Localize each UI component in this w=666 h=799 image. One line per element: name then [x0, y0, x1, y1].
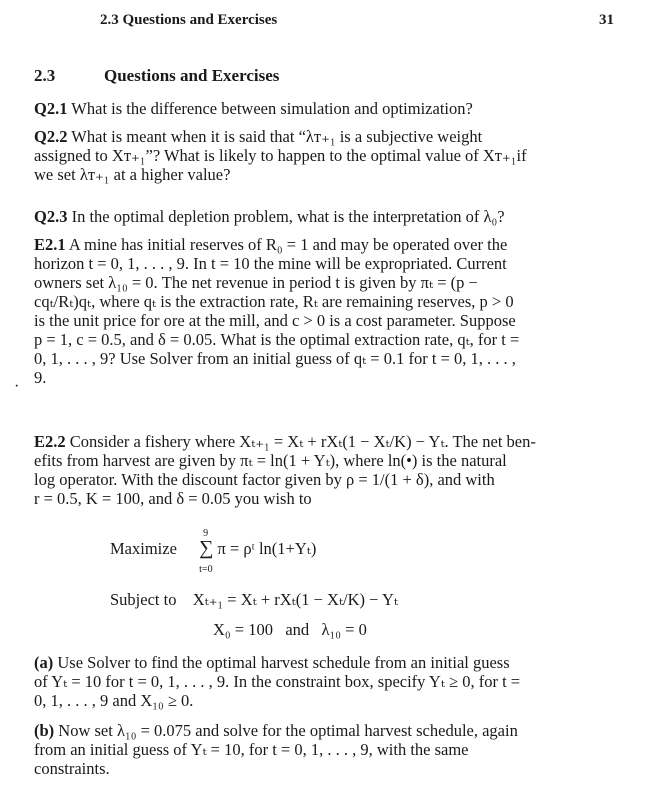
maximize-label: Maximize	[110, 539, 177, 558]
exercise-e2-2	[34, 432, 612, 508]
section-heading	[34, 66, 279, 86]
question-text-line: What is meant when it is said that “λᴛ₊₁ is a subjective weight	[71, 127, 483, 146]
section-number: 2.3	[34, 66, 56, 85]
question-text: What is the difference between simulation and optimization?	[71, 99, 473, 118]
exercise-text-line: log operator. With the discount factor given by ρ = 1/(1 + δ), and with	[34, 470, 495, 489]
exercise-e2-1	[34, 235, 612, 387]
objective-row	[110, 528, 317, 575]
exercise-label: E2.1	[34, 235, 66, 254]
part-text-line: constraints.	[34, 759, 110, 778]
part-text-line: of Yₜ = 10 for t = 0, 1, . . . , 9. In the constraint box, specify Yₜ ≥ 0, for t =	[34, 672, 521, 691]
exercise-text-line: A mine has initial reserves of R₀ = 1 and may be operated over the	[68, 235, 508, 254]
exercise-label: E2.2	[34, 432, 66, 451]
part-a	[34, 653, 612, 710]
part-label: (b)	[34, 721, 55, 740]
running-head: 2.3 Questions and Exercises	[100, 12, 278, 28]
question-label: Q2.2	[34, 127, 68, 146]
constraint-equation: X₀ = 100 and λ₁₀ = 0	[213, 620, 367, 639]
part-text-line: Now set λ₁₀ = 0.075 and solve for the optimal harvest schedule, again	[58, 721, 518, 740]
question-label: Q2.1	[34, 99, 68, 118]
exercise-text-line: p = 1, c = 0.5, and δ = 0.05. What is the optimal extraction rate, qₜ, for t =	[34, 330, 520, 349]
summation-lower-limit: t=0	[199, 564, 213, 575]
question-label: Q2.3	[34, 207, 68, 226]
part-text-line: from an initial guess of Yₜ = 10, for t = 0, 1, . . . , 9, with the same	[34, 740, 469, 759]
constraint-equation: Xₜ₊₁ = Xₜ + rXₜ(1 − Xₜ/K) − Yₜ	[192, 590, 398, 609]
summation-symbol: 9 ∑ t=0	[199, 538, 213, 559]
question-q2-2	[34, 127, 612, 184]
part-b	[34, 721, 612, 778]
section-title: Questions and Exercises	[104, 66, 280, 85]
constraint-row-2	[213, 620, 367, 640]
exercise-text-line: Consider a fishery where Xₜ₊₁ = Xₜ + rXₜ(1 − Xₜ/K) − Yₜ. The net ben-	[69, 432, 536, 451]
exercise-text-line: 0, 1, . . . , 9? Use Solver from an initial guess of qₜ = 0.1 for t = 0, 1, . . . ,	[34, 349, 516, 368]
page-number: 31	[599, 12, 614, 28]
summation-upper-limit: 9	[203, 528, 209, 539]
question-q2-3	[34, 207, 612, 226]
exercise-text-line: is the unit price for ore at the mill, and c > 0 is a cost parameter. Suppose	[34, 311, 516, 330]
part-label: (a)	[34, 653, 54, 672]
exercise-text-line: horizon t = 0, 1, . . . , 9. In t = 10 the mine will be expropriated. Current	[34, 254, 507, 273]
exercise-text-line: efits from harvest are given by πₜ = ln(1 + Yₜ), where ln(•) is the natural	[34, 451, 507, 470]
exercise-text-line: r = 0.5, K = 100, and δ = 0.05 you wish to	[34, 489, 312, 508]
exercise-text-line: owners set λ₁₀ = 0. The net revenue in period t is given by πₜ = (p −	[34, 273, 478, 292]
question-text: In the optimal depletion problem, what is the interpretation of λ₀?	[71, 207, 505, 226]
constraint-row-1	[110, 590, 398, 610]
part-text-line: Use Solver to find the optimal harvest schedule from an initial guess	[57, 653, 510, 672]
exercise-text-line: cqₜ/Rₜ)qₜ, where qₜ is the extraction rate, Rₜ are remaining reserves, p > 0	[34, 292, 514, 311]
subject-to-label: Subject to	[110, 590, 177, 609]
exercise-text-line: 9.	[34, 368, 47, 387]
objective-function: π = ρᵗ ln(1+Yₜ)	[217, 539, 317, 558]
part-text-line: 0, 1, . . . , 9 and X₁₀ ≥ 0.	[34, 691, 194, 710]
margin-mark: ·	[14, 378, 20, 395]
question-text-line: we set λᴛ₊₁ at a higher value?	[34, 165, 231, 184]
question-q2-1	[34, 99, 612, 118]
question-text-line: assigned to Xᴛ₊₁”? What is likely to happen to the optimal value of Xᴛ₊₁if	[34, 146, 527, 165]
